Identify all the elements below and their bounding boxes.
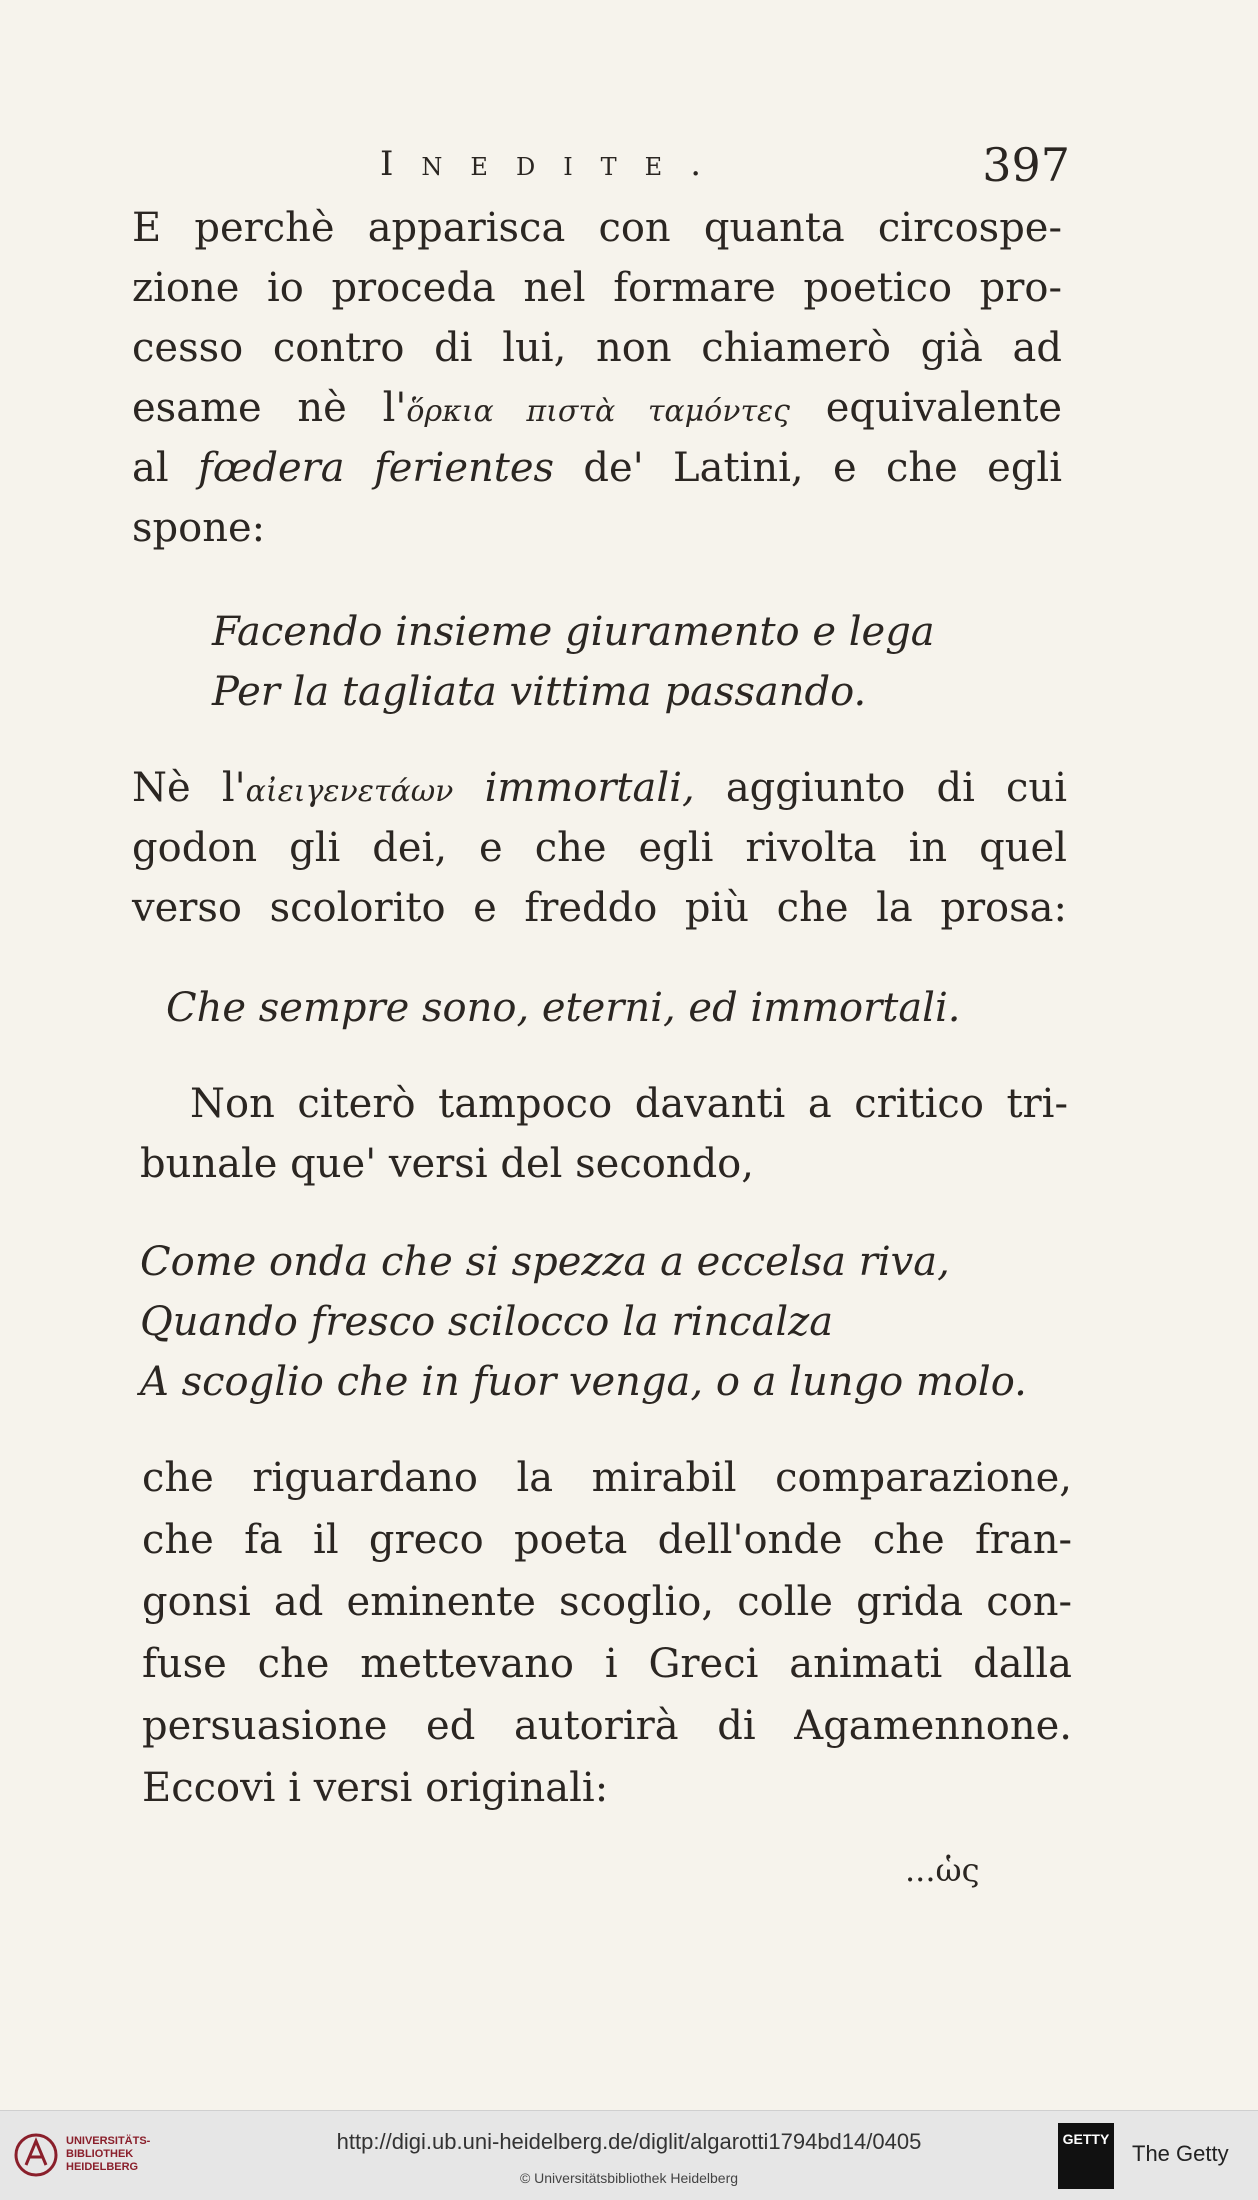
text-line — [132, 438, 1062, 498]
latin-phrase: fœdera ferientes — [198, 445, 555, 491]
text-line: bunale que' versi del secondo, — [140, 1141, 754, 1187]
catchword: ...ὡς — [905, 1851, 980, 1889]
running-title: Inedite. — [380, 144, 730, 184]
text-line: Eccovi i versi originali: — [142, 1765, 609, 1811]
text-line: gonsi ad eminente scoglio, colle grida con- — [142, 1579, 1072, 1625]
page-number: 397 — [982, 138, 1070, 192]
verse-line: A scoglio che in fuor venga, o a lungo molo. — [140, 1359, 1027, 1405]
text-segment: aggiunto di cui — [725, 765, 1067, 811]
text-line: zione io proceda nel formare poetico pro- — [132, 265, 1062, 311]
university-logo-text: UNIVERSITÄTS- BIBLIOTHEK HEIDELBERG — [66, 2135, 151, 2173]
text-line: spone: — [132, 505, 266, 551]
getty-label: The Getty — [1132, 2141, 1229, 2166]
verse-line: Per la tagliata vittima passando. — [212, 669, 867, 715]
text-segment: equivalente — [825, 385, 1062, 431]
permalink-url[interactable]: http://digi.ub.uni-heidelberg.de/diglit/algarotti1794bd14/0405 — [336, 2129, 922, 2154]
text-line: persuasione ed autorirà di Agamennone. — [142, 1703, 1072, 1749]
greek-phrase: αἰειγενετάων — [245, 774, 454, 809]
text-segment: al — [132, 445, 169, 491]
text-line: cesso contro di lui, non chiamerò già ad — [132, 325, 1062, 371]
text-line — [132, 758, 1067, 822]
verse-line: Che sempre sono, eterni, ed immortali. — [166, 985, 961, 1031]
viewer-footer — [0, 2110, 1258, 2200]
text-line: che riguardano la mirabil comparazione, — [142, 1455, 1072, 1501]
text-segment: Nè l' — [132, 765, 246, 811]
verse-line: Facendo insieme giuramento e lega — [212, 609, 935, 655]
verse-line: Come onda che si spezza a eccelsa riva, — [140, 1239, 950, 1285]
text-line: che fa il greco poeta dell'onde che fran- — [142, 1517, 1072, 1563]
text-line: E perchè apparisca con quanta circospe- — [132, 205, 1062, 251]
text-line: fuse che mettevano i Greci animati dalla — [142, 1641, 1072, 1687]
text-line: verso scolorito e freddo più che la prosa: — [132, 885, 1067, 931]
text-line: Non citerò tampoco davanti a critico tri- — [190, 1081, 1068, 1127]
text-segment: esame nè l' — [132, 385, 407, 431]
italic-word: immortali, — [484, 765, 695, 811]
text-line — [132, 378, 1062, 442]
running-header — [140, 138, 1070, 198]
text-segment: de' Latini, e che egli — [583, 445, 1063, 491]
copyright-notice: © Universitätsbibliothek Heidelberg — [519, 2170, 739, 2186]
text-line: godon gli dei, e che egli rivolta in quel — [132, 825, 1067, 871]
greek-phrase: ὅρκια πιστὰ ταμόντες — [406, 394, 790, 429]
getty-logo[interactable]: GETTY — [1058, 2123, 1114, 2189]
verse-line: Quando fresco scilocco la rincalza — [140, 1299, 834, 1345]
